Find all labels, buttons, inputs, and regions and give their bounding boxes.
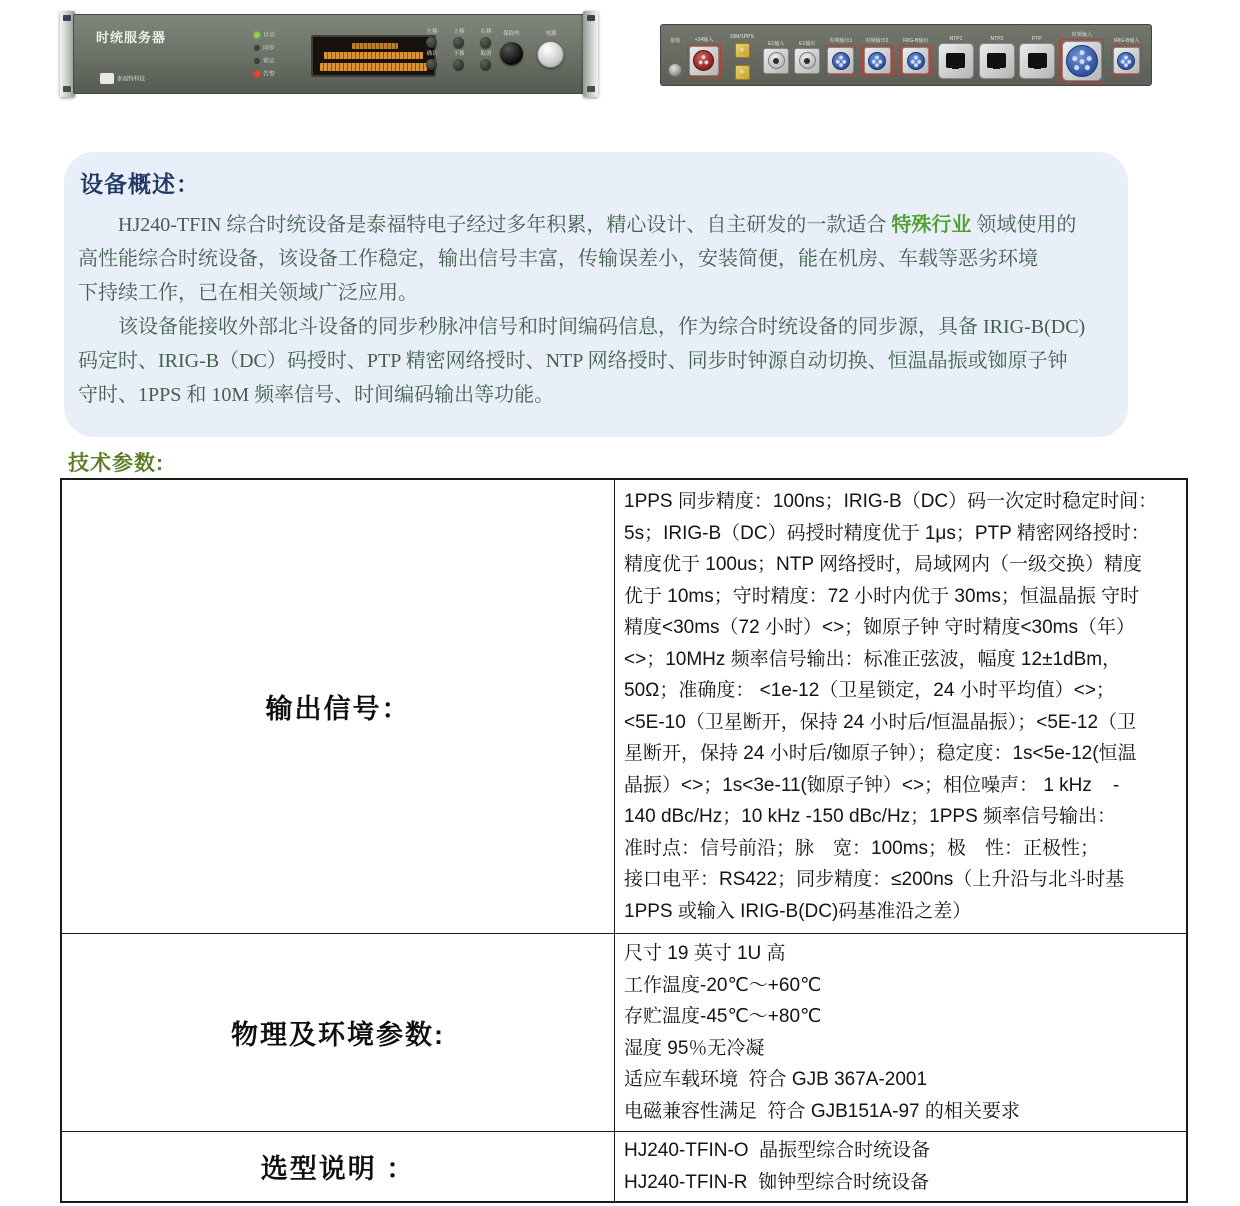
sma-connector-icon	[735, 65, 750, 80]
overview-text	[78, 208, 1128, 412]
button-cap-icon	[453, 37, 464, 48]
sma-connector-icon	[735, 43, 750, 58]
text-line: 准时点：信号前沿；脉 宽：100ms；极 性：正极性；	[624, 837, 1100, 859]
text-line: 精度<30ms（72 小时）<>；铷原子钟 守时精度<30ms（年）	[624, 617, 1135, 638]
button-up: 上移	[445, 28, 472, 48]
connector-e1-input	[763, 39, 789, 74]
connector-irigb-out	[898, 36, 933, 76]
text-line: <5E-10（卫星断开，保持 24 小时后/恒温晶振）；<5E-12（卫	[624, 711, 1137, 733]
rj45-jack-icon	[987, 53, 1006, 68]
text-line: 1PPS 或输入 IRIG-B(DC)码基准沿之差）	[624, 900, 972, 922]
led-sync: 同步	[254, 43, 277, 53]
connector-rj45-2	[979, 34, 1015, 79]
text-line: 下持续工作，已在相关领域广泛应用。	[78, 282, 418, 304]
flange	[902, 47, 929, 74]
connector-ground	[668, 36, 682, 77]
text-line: HJ240-TFIN-O 晶振型综合时统设备	[624, 1140, 931, 1161]
flange	[689, 46, 719, 76]
ground-stud-icon	[668, 63, 682, 77]
button-left: 左移	[418, 28, 445, 48]
row-value-cell	[615, 934, 1186, 1131]
fuse-knob-block: 保险丝	[500, 30, 523, 65]
rack-ear-right	[583, 11, 598, 97]
red-frame	[1060, 39, 1104, 83]
connector-label: 时频输入	[1071, 31, 1092, 37]
connector-label: +24输入	[694, 36, 713, 42]
text-line: 50Ω；准确度： <1e-12（卫星锁定，24 小时平均值）<>；	[624, 680, 1115, 701]
connector-label: 时频输出1	[829, 38, 853, 44]
connector-e1-output	[794, 39, 820, 74]
overview-paragraph2-lines	[78, 310, 1128, 412]
bnc-connector-icon	[768, 52, 785, 69]
led-lock: 锁定	[254, 56, 277, 66]
status-led-block	[254, 30, 277, 79]
panel-button-block	[418, 28, 499, 70]
flange	[827, 47, 854, 74]
text-line: 工作温度-20℃～+60℃	[624, 974, 822, 996]
text-line: HJ240-TFIN-R 铷钟型综合时统设备	[624, 1171, 930, 1193]
row-value-cell	[615, 1132, 1186, 1201]
connector-timefreq-out2	[861, 36, 893, 76]
led-green-icon	[254, 32, 260, 38]
circular-connector-icon	[1117, 52, 1135, 70]
tech-params-table	[60, 478, 1188, 1203]
connector-sma-pair	[725, 32, 758, 80]
overview-paragraph1-lines	[78, 242, 1128, 310]
overview-heading: 设备概述：	[80, 171, 200, 197]
text-line: <>；10MHz 频率信号输出：标准正弦波，幅度 12±1dBm，	[624, 648, 1122, 670]
flange	[763, 48, 789, 74]
connector-label: E1输入	[768, 40, 785, 46]
row-value-cell	[615, 480, 1186, 933]
text-line: 精度优于 100us；NTP 网络授时，局域网内（一级交换）精度	[624, 554, 1142, 575]
power-button-icon	[537, 41, 564, 68]
brand-logo	[100, 73, 152, 84]
flange	[1113, 47, 1140, 74]
connector-timefreq-input	[1060, 30, 1104, 83]
row-label: 输出信号：	[265, 694, 411, 724]
red-frame	[862, 45, 893, 76]
overview-p1-prefix: HJ240-TFIN 综合时统设备是泰福特电子经过多年积累，精心设计、自主研发的一款适合	[118, 214, 892, 236]
text-line: 守时、1PPS 和 10M 频率信号、时间编码输出等功能。	[78, 384, 555, 406]
led-auto: 自动	[254, 30, 277, 40]
led-off-icon	[254, 45, 260, 51]
power-connector-icon	[693, 50, 714, 71]
connector-label: 时频输出2	[865, 38, 889, 44]
tech-params-heading: 技术参数:	[68, 452, 164, 475]
bnc-connector-icon	[799, 52, 816, 69]
rj45-jack-icon	[946, 53, 965, 68]
connector-label: IRIG-B输入	[1113, 38, 1139, 44]
text-line: 存贮温度-45℃～+80℃	[624, 1006, 822, 1027]
overview-section	[64, 152, 1128, 437]
text-line: 接口电平：RS422；同步精度：≤200ns（上升沿与北斗时基	[624, 869, 1125, 890]
connector-label: NTP2	[990, 35, 1004, 41]
button-down: 下移	[445, 50, 472, 70]
button-cap-icon	[426, 59, 437, 70]
power-button-block: 电源	[537, 30, 564, 68]
text-line	[78, 208, 1128, 242]
button-cap-icon	[480, 37, 491, 48]
text-line: 电磁兼容性满足 符合 GJB151A-97 的相关要求	[624, 1100, 1020, 1122]
flange	[1062, 41, 1102, 81]
text-line: 高性能综合时统设备，该设备工作稳定，输出信号丰富，传输误差小，安装简便，能在机房、车载等恶劣环境	[78, 248, 1038, 270]
text-line: 该设备能接收外部北斗设备的同步秒脉冲信号和时间编码信息，作为综合时统设备的同步源，具备 IRIG-B(DC)	[118, 316, 1086, 338]
lcd-text-row	[324, 52, 423, 59]
red-frame	[1111, 45, 1142, 76]
table-row-physical-env	[62, 933, 1186, 1131]
fuse-knob-icon	[500, 42, 523, 65]
connector-rj45-3	[1019, 34, 1055, 79]
table-row-output-signal	[62, 480, 1186, 933]
connector-24v-input	[687, 35, 721, 78]
text-line: 适应车载环境 符合 GJB 367A-2001	[624, 1069, 928, 1090]
logo-icon	[100, 73, 114, 84]
connector-label: NTP1	[949, 35, 963, 41]
connector-label: 接地	[669, 37, 681, 43]
button-cap-icon	[426, 37, 437, 48]
table-row-model-selection	[62, 1131, 1186, 1201]
connector-timefreq-out1	[825, 36, 857, 76]
button-cancel: 取消	[472, 50, 499, 70]
rj45-jack-icon	[1028, 53, 1047, 68]
text-line: 1PPS 同步精度：100ns；IRIG-B（DC）码一次定时稳定时间：	[624, 491, 1158, 512]
row-header-cell	[62, 934, 615, 1131]
logo-text: 泰福特科技	[117, 76, 145, 82]
button-right: 右移	[472, 28, 499, 48]
text-line: 湿度 95％无冷凝	[624, 1037, 765, 1059]
flange	[938, 43, 974, 79]
red-frame	[687, 44, 721, 78]
overview-p1-suffix: 领域使用的	[971, 214, 1077, 236]
row-label: 物理及环境参数:	[231, 1020, 445, 1050]
flange	[794, 48, 820, 74]
button-cap-icon	[480, 59, 491, 70]
lcd-text-row	[320, 63, 426, 71]
button-confirm: 确认	[418, 50, 445, 70]
led-off-icon	[254, 58, 260, 64]
led-alarm: 告警	[254, 69, 277, 79]
row-header-cell	[62, 1132, 615, 1201]
red-frame	[900, 45, 931, 76]
flange	[979, 43, 1015, 79]
row-label: 选型说明 ：	[260, 1154, 416, 1184]
led-red-icon	[254, 71, 260, 77]
lcd-text-row	[352, 43, 398, 49]
flange	[1019, 43, 1055, 79]
device-rear-photo	[660, 24, 1152, 86]
connector-label: IRIG-B输出	[902, 38, 929, 44]
row-header-cell	[62, 480, 615, 933]
circular-connector-icon	[868, 52, 886, 70]
connector-rj45-1	[938, 34, 974, 79]
front-panel-body	[73, 14, 585, 94]
text-line: 码定时、IRIG-B（DC）码授时、PTP 精密网络授时、NTP 网络授时、同步时钟源自动切换、恒温晶振或铷原子钟	[78, 350, 1068, 372]
device-front-photo	[60, 14, 598, 94]
red-frame	[825, 45, 856, 76]
device-title: 时统服务器	[96, 30, 167, 45]
text-line: 尺寸 19 英寸 1U 高	[624, 943, 786, 964]
flange	[864, 47, 891, 74]
sma-column	[735, 43, 750, 80]
text-line: 晶振）<>；1s<3e-11(铷原子钟）<>；相位噪声： 1 kHz -	[624, 774, 1120, 796]
connector-label: E1输出	[798, 40, 816, 46]
text-line: 5s；IRIG-B（DC）码授时精度优于 1μs；PTP 精密网络授时：	[624, 522, 1150, 544]
highlight-special-industry: 特殊行业	[891, 214, 972, 236]
connector-label: 10M/1PPS	[729, 34, 755, 40]
text-line: 星断开，保持 24 小时后/铷原子钟）；稳定度：1s<5e-12(恒温	[624, 743, 1137, 764]
circular-connector-icon	[907, 52, 925, 70]
button-cap-icon	[453, 59, 464, 70]
circular-connector-icon	[832, 52, 850, 70]
multipin-connector-icon	[1066, 45, 1098, 77]
connector-irigb-input	[1109, 36, 1144, 76]
text-line: 优于 10ms；守时精度：72 小时内优于 30ms；恒温晶振 守时	[624, 585, 1140, 607]
connector-label: PTP	[1032, 35, 1043, 41]
text-line: 140 dBc/Hz；10 kHz -150 dBc/Hz；1PPS 频率信号输出：	[624, 806, 1117, 827]
